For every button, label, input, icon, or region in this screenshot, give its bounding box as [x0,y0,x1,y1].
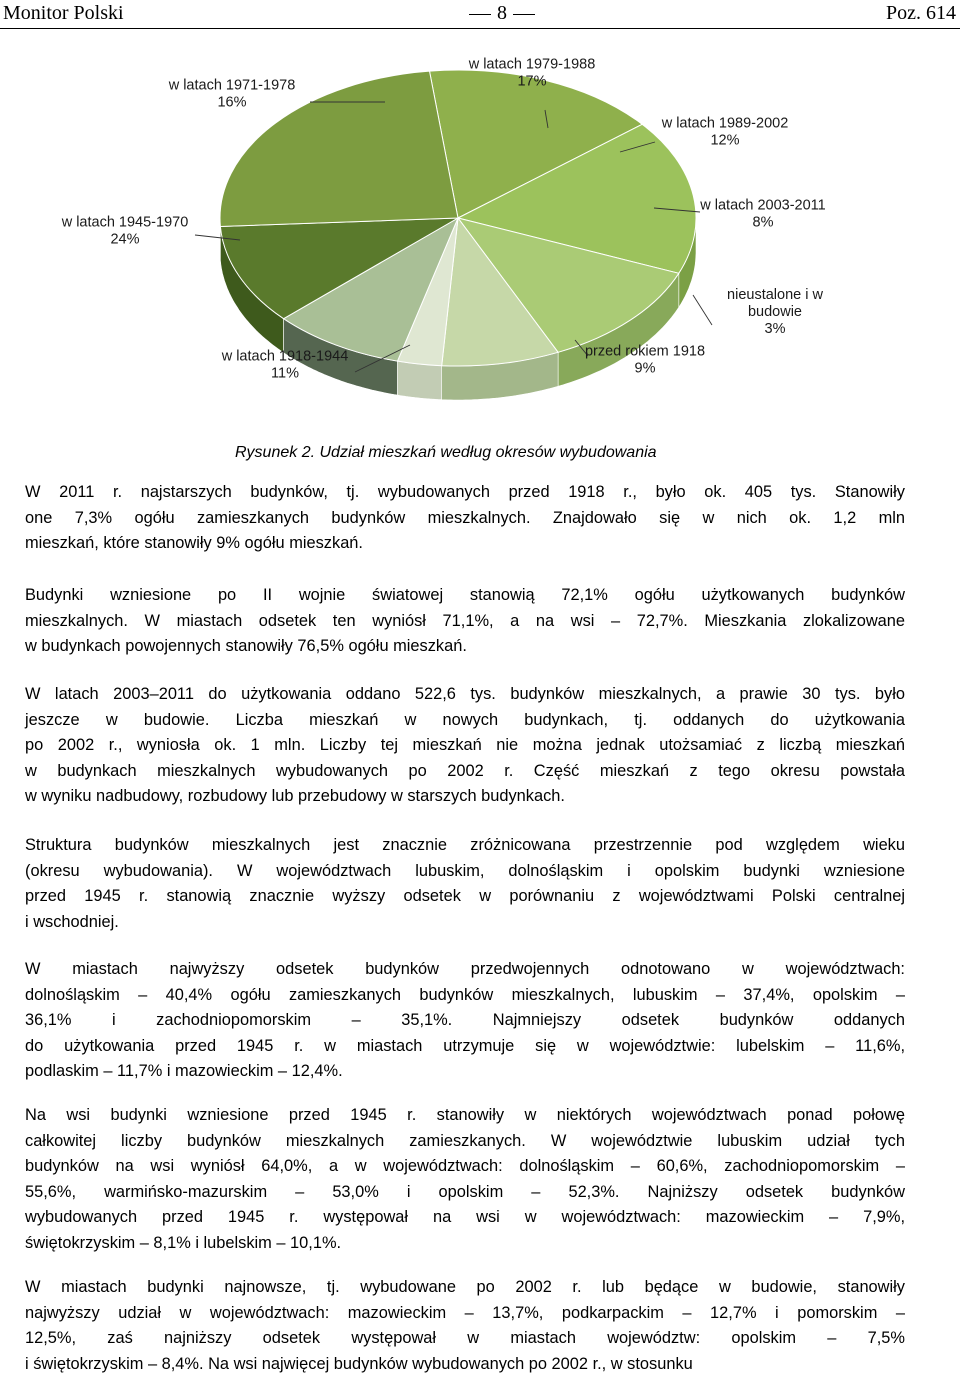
page-number-value: 8 [497,2,507,24]
pie-slice-side [398,361,442,400]
paragraph [25,1275,905,1377]
publication-name: Monitor Polski [3,2,124,25]
paragraph [25,480,905,557]
text-line: one 7,3% ogółu zamieszkanych budynków mieszkalnych. Znajdowało się w nich ok. 1,2 mln [25,506,905,532]
slice-label [661,116,789,149]
text-line: jeszcze w budowie. Liczba mieszkań w nowych budynkach, tj. oddanych do użytkowania [25,708,905,734]
paragraph [25,583,905,660]
text-line: wybudowanych przed 1945 r. występował na wsi w województwach: mazowieckim – 7,9%, [25,1205,905,1231]
slice-label [168,78,296,111]
text-line: przed 1945 r. stanowią znacznie wyższy odsetek w porównaniu z województwami Polski centralnej [25,884,905,910]
slice-label [727,287,823,337]
text-line: w wyniku nadbudowy, rozbudowy lub przebudowy w starszych budynkach. [25,784,905,810]
slice-label-line: 11% [271,366,299,382]
text-line: (okresu wybudowania). W województwach lubuskim, dolnośląskim i opolskim budynki wzniesione [25,859,905,885]
slice-label-line: 17% [517,74,546,90]
slice-label-line: w latach 1945-1970 [61,215,189,231]
slice-label-line: 8% [753,215,774,231]
paragraph [25,957,905,1085]
page-header [0,0,960,30]
paragraph [25,1103,905,1256]
slice-label-line: w latach 1989-2002 [661,116,789,132]
text-line: W miastach budynki najnowsze, tj. wybudowane po 2002 r. lub będące w budowie, stanowiły [25,1275,905,1301]
slice-label-line: przed rokiem 1918 [585,344,705,360]
slice-label-line: 12% [710,133,739,149]
text-line: najwyższy udział w województwach: mazowieckim – 13,7%, podkarpackim – 12,7% i pomorskim – [25,1301,905,1327]
page-number [463,2,541,25]
slice-label-line: w latach 1971-1978 [168,78,296,94]
text-line: świętokrzyskim – 8,1% i lubelskim – 10,1%. [25,1231,905,1257]
paragraph [25,682,905,810]
text-line: W 2011 r. najstarszych budynków, tj. wybudowanych przed 1918 r., było ok. 405 tys. Stanowiły [25,480,905,506]
text-line: 12,5%, zaś najniższy odsetek występował w miastach województw: opolskim – 7,5% [25,1326,905,1352]
slice-label [61,215,189,248]
figure-caption: Rysunek 2. Udział mieszkań według okresów wybudowania [235,444,657,462]
leader-line [693,295,712,325]
text-line: budynków na wsi wyniósł 64,0%, a w województwach: dolnośląskim – 60,6%, zachodniopomorskim – [25,1154,905,1180]
header-rule [0,28,960,29]
slice-label-line: w latach 1979-1988 [468,57,596,73]
text-line: W latach 2003–2011 do użytkowania oddano 522,6 tys. budynków mieszkalnych, a prawie 30 tys. było [25,682,905,708]
text-line: i świętokrzyskim – 8,4%. Na wsi najwięcej budynków wybudowanych po 2002 r., w stosunku [25,1352,905,1377]
text-line: 36,1% i zachodniopomorskim – 35,1%. Najmniejszy odsetek budynków oddanych [25,1008,905,1034]
text-line: całkowitej liczby budynków mieszkalnych zamieszkanych. W województwie lubuskim udział tych [25,1129,905,1155]
text-line: mieszkalnych. W miastach odsetek ten wyniósł 71,1%, a na wsi – 72,7%. Mieszkania zlokalizowane [25,609,905,635]
text-line: Budynki wzniesione po II wojnie światowej stanowią 72,1% ogółu użytkowanych budynków [25,583,905,609]
slice-label-line: 16% [217,95,246,111]
slice-label-line: 9% [635,361,656,377]
pie-slice-group [220,70,696,366]
text-line: w budynkach powojennych stanowiły 76,5% ogółu mieszkań. [25,634,905,660]
slice-label-line: budowie [748,304,802,320]
slice-label-line: w latach 2003-2011 [699,198,826,214]
slice-label-line: nieustalone i w [727,287,823,303]
text-line: mieszkań, które stanowiły 9% ogółu mieszkań. [25,531,905,557]
text-line: i wschodniej. [25,910,905,936]
slice-label-line: 24% [110,232,139,248]
text-line: dolnośląskim – 40,4% ogółu zamieszkanych budynków mieszkalnych, lubuskim – 37,4%, opolskim – [25,983,905,1009]
slice-label [699,198,826,231]
text-line: 55,6%, warmińsko-mazurskim – 53,0% i opolskim – 52,3%. Najniższy odsetek budynków [25,1180,905,1206]
text-line: podlaskim – 11,7% i mazowieckim – 12,4%. [25,1059,905,1085]
slice-label-line: 3% [765,321,786,337]
text-line: Na wsi budynki wzniesione przed 1945 r. stanowiły w niektórych województwach ponad połowę [25,1103,905,1129]
text-line: Struktura budynków mieszkalnych jest znacznie zróżnicowana przestrzennie pod względem wieku [25,833,905,859]
text-line: W miastach najwyższy odsetek budynków przedwojennych odnotowano w województwach: [25,957,905,983]
position-number: Poz. 614 [886,2,956,25]
pie-slice [220,71,458,226]
paragraph [25,833,905,935]
slice-label-line: w latach 1918-1944 [221,349,349,365]
text-line: w budynkach mieszkalnych wybudowanych po 2002 r. Część mieszkań z tego okresu powstała [25,759,905,785]
text-line: do użytkowania przed 1945 r. w miastach utrzymuje się w województwie: lubelskim – 11,6%, [25,1034,905,1060]
pie-chart [0,40,960,430]
text-line: po 2002 r., wyniosła ok. 1 mln. Liczby tej mieszkań nie można jednak utożsamiać z liczbą mieszkań [25,733,905,759]
